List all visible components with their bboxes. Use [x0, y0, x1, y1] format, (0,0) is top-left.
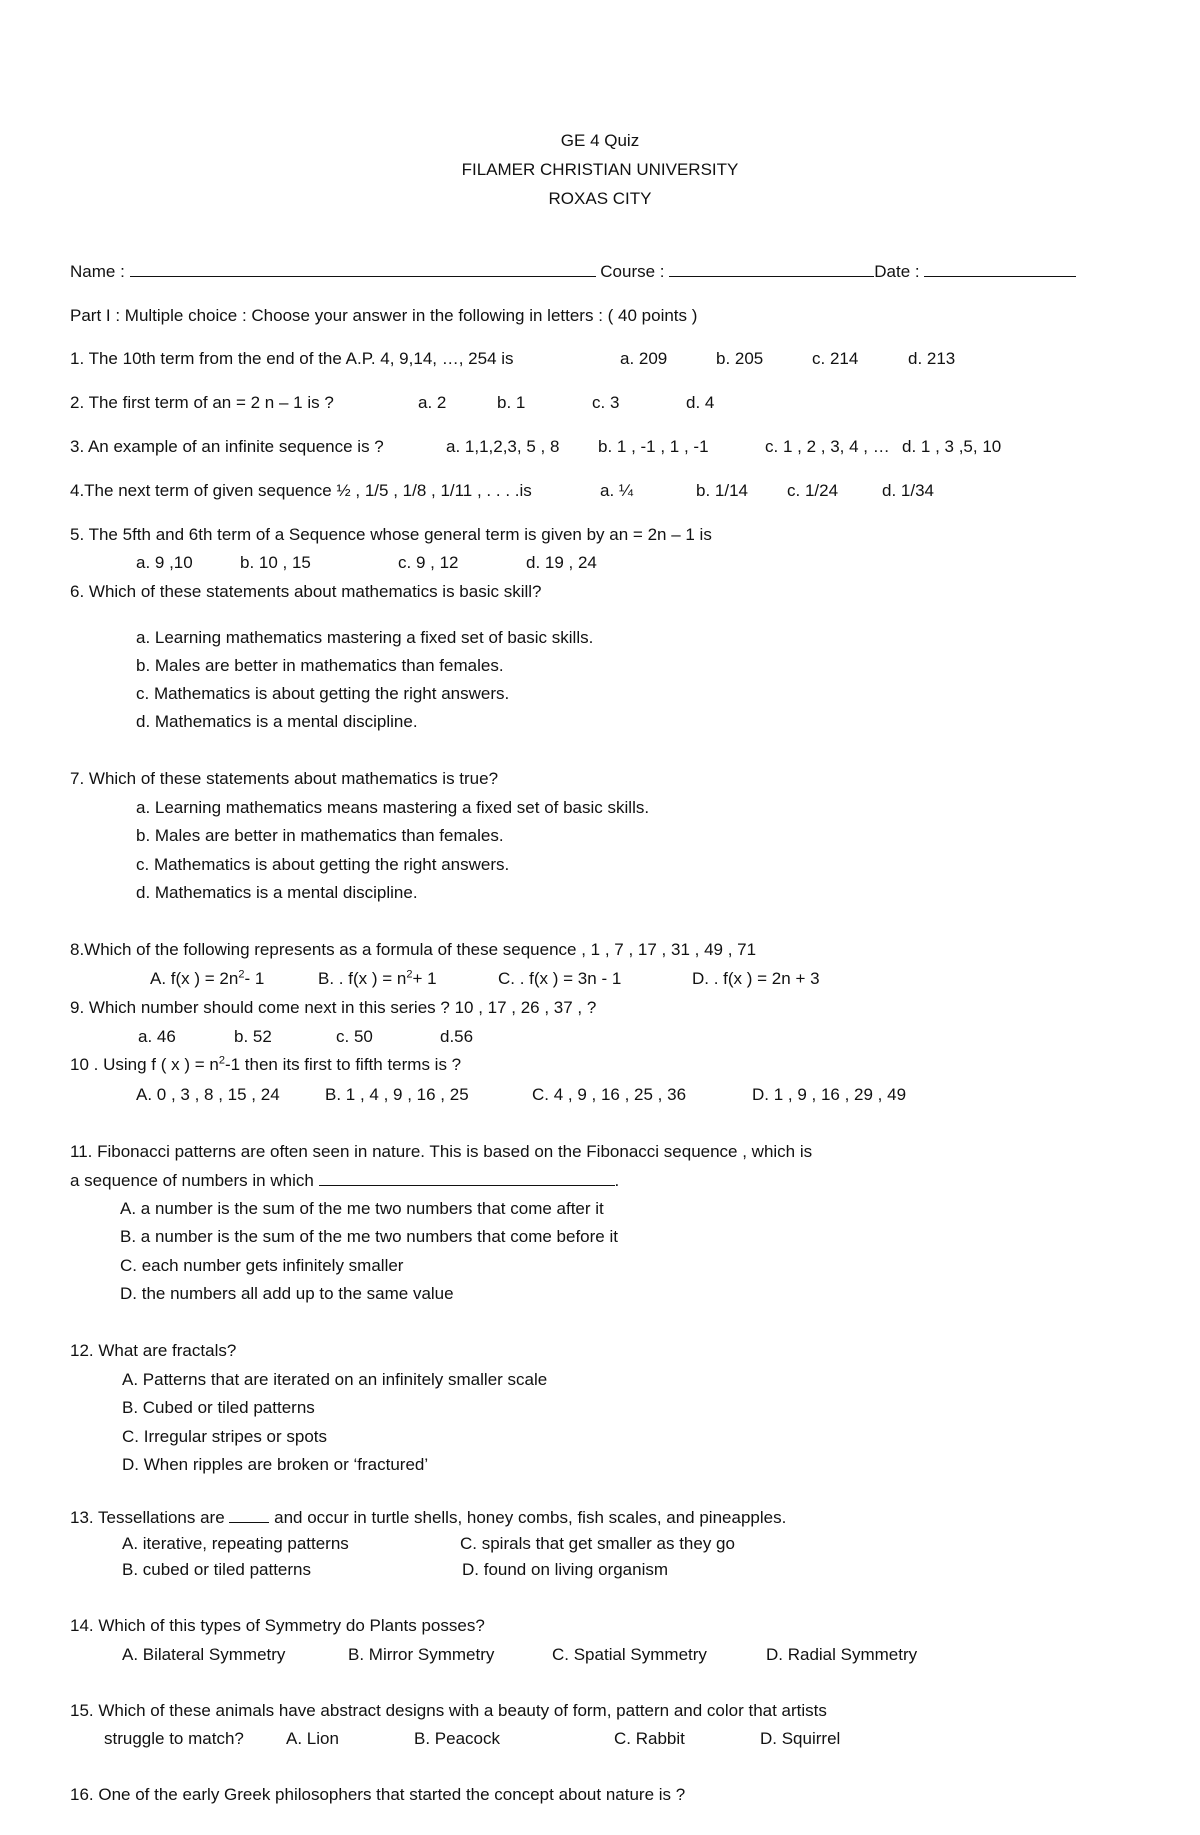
q13-choice-c: C. spirals that get smaller as they go: [460, 1534, 735, 1553]
course-label: Course :: [600, 262, 665, 281]
q8-a-text: A. f(x ) = 2n: [150, 969, 239, 988]
q10-stem-text: 10 . Using f ( x ) = n: [70, 1055, 219, 1074]
q13-stem: [70, 1506, 786, 1529]
q9-choice-c: c. 50: [336, 1027, 373, 1046]
q1-choice-c: c. 214: [812, 349, 859, 368]
q13-stem-text: 13. Tessellations are: [70, 1508, 225, 1527]
quiz-title: GE 4 Quiz: [560, 131, 640, 150]
date-label: Date :: [874, 262, 920, 281]
q12-choice-c: C. Irregular stripes or spots: [122, 1427, 328, 1446]
q3-choice-a: a. 1,1,2,3, 5 , 8: [446, 437, 560, 456]
q13-stem-tail: and occur in turtle shells, honey combs, fish scales, and pineapples.: [274, 1508, 787, 1527]
q10-choice-d: D. 1 , 9 , 16 , 29 , 49: [752, 1085, 907, 1104]
q5-choice-a: a. 9 ,10: [136, 553, 193, 572]
q14-choice-b: B. Mirror Symmetry: [348, 1645, 495, 1664]
q8-choice-d: D. . f(x ) = 2n + 3: [692, 969, 820, 988]
q2-stem: 2. The first term of an = 2 n – 1 is ?: [70, 393, 334, 412]
university-name: FILAMER CHRISTIAN UNIVERSITY: [461, 160, 739, 179]
q13-choice-b: B. cubed or tiled patterns: [122, 1560, 312, 1579]
q9-choice-d: d.56: [440, 1027, 474, 1046]
q8-stem: 8.Which of the following represents as a formula of these sequence , 1 , 7 , 17 , 31 , 49 , 71: [70, 940, 757, 959]
q8-b-tail: + 1: [412, 969, 437, 988]
q10-choice-a: A. 0 , 3 , 8 , 15 , 24: [136, 1085, 280, 1104]
q4-choice-b: b. 1/14: [696, 481, 748, 500]
q12-stem: 12. What are fractals?: [70, 1341, 237, 1360]
q2-choice-c: c. 3: [592, 393, 620, 412]
q7-choice-a: a. Learning mathematics means mastering a fixed set of basic skills.: [136, 798, 650, 817]
q11-stem-line1: 11. Fibonacci patterns are often seen in nature. This is based on the Fibonacci sequence , which is: [70, 1142, 813, 1161]
q5-choice-c: c. 9 , 12: [398, 553, 459, 572]
q13-choice-a: A. iterative, repeating patterns: [122, 1534, 349, 1553]
name-blank[interactable]: [130, 260, 596, 277]
q10-stem: [70, 1054, 461, 1076]
q11-choice-a: A. a number is the sum of the me two numbers that come after it: [120, 1199, 604, 1218]
q8-a-exponent: 2: [238, 968, 245, 981]
q14-choice-d: D. Radial Symmetry: [766, 1645, 918, 1664]
q11-choice-c: C. each number gets infinitely smaller: [120, 1256, 404, 1275]
q4-choice-c: c. 1/24: [787, 481, 839, 500]
city-name: ROXAS CITY: [548, 189, 652, 208]
q12-choice-d: D. When ripples are broken or ‘fractured’: [122, 1455, 429, 1474]
part1-instructions: Part I : Multiple choice : Choose your answer in the following in letters : ( 40 points ): [70, 306, 698, 325]
q9-stem: 9. Which number should come next in this series ? 10 , 17 , 26 , 37 , ?: [70, 998, 597, 1017]
q7-stem: 7. Which of these statements about mathematics is true?: [70, 769, 499, 788]
q11-choice-b: B. a number is the sum of the me two numbers that come before it: [120, 1227, 618, 1246]
q13-choice-d: D. found on living organism: [462, 1560, 669, 1579]
q4-choice-d: d. 1/34: [882, 481, 934, 500]
course-blank[interactable]: [669, 260, 874, 277]
q7-choice-b: b. Males are better in mathematics than females.: [136, 826, 504, 845]
q2-choice-a: a. 2: [418, 393, 447, 412]
q8-b-text: B. . f(x ) = n: [318, 969, 407, 988]
q11-answer-blank[interactable]: [319, 1169, 615, 1186]
q15-stem-line1: 15. Which of these animals have abstract designs with a beauty of form, pattern and color that artists: [70, 1701, 827, 1720]
q8-b-exponent: 2: [406, 968, 413, 981]
q7-choice-c: c. Mathematics is about getting the right answers.: [136, 855, 510, 874]
q1-choice-b: b. 205: [716, 349, 764, 368]
q11-stem-period: .: [614, 1171, 620, 1190]
q14-choice-a: A. Bilateral Symmetry: [122, 1645, 286, 1664]
q6-stem: 6. Which of these statements about mathematics is basic skill?: [70, 582, 542, 601]
q15-choice-d: D. Squirrel: [760, 1729, 841, 1748]
date-blank[interactable]: [924, 260, 1076, 277]
q11-stem-line2: [70, 1169, 619, 1192]
q16-stem: 16. One of the early Greek philosophers that started the concept about nature is ?: [70, 1785, 686, 1804]
q3-choice-c: c. 1 , 2 , 3, 4 , …: [765, 437, 890, 456]
q3-choice-d: d. 1 , 3 ,5, 10: [902, 437, 1002, 456]
q1-choice-d: d. 213: [908, 349, 956, 368]
q3-stem: 3. An example of an infinite sequence is ?: [70, 437, 384, 456]
q15-choice-b: B. Peacock: [414, 1729, 500, 1748]
q10-stem-tail: -1 then its first to fifth terms is ?: [224, 1055, 462, 1074]
q10-exponent: 2: [218, 1054, 225, 1067]
q6-choice-b: b. Males are better in mathematics than females.: [136, 656, 504, 675]
name-field[interactable]: [70, 260, 1076, 283]
q5-choice-b: b. 10 , 15: [240, 553, 311, 572]
q5-choice-d: d. 19 , 24: [526, 553, 597, 572]
q10-choice-b: B. 1 , 4 , 9 , 16 , 25: [325, 1085, 469, 1104]
q3-choice-b: b. 1 , -1 , 1 , -1: [598, 437, 709, 456]
q12-choice-b: B. Cubed or tiled patterns: [122, 1398, 315, 1417]
q8-choice-a: [150, 968, 264, 990]
q2-choice-d: d. 4: [686, 393, 715, 412]
q2-choice-b: b. 1: [497, 393, 526, 412]
q15-choice-a: A. Lion: [286, 1729, 339, 1748]
q14-stem: 14. Which of this types of Symmetry do Plants posses?: [70, 1616, 485, 1635]
name-label: Name :: [70, 262, 125, 281]
q15-choice-c: C. Rabbit: [614, 1729, 685, 1748]
q14-choice-c: C. Spatial Symmetry: [552, 1645, 707, 1664]
q1-choice-a: a. 209: [620, 349, 668, 368]
q5-stem: 5. The 5fth and 6th term of a Sequence whose general term is given by an = 2n – 1 is: [70, 525, 712, 544]
q1-stem: 1. The 10th term from the end of the A.P. 4, 9,14, …, 254 is: [70, 349, 514, 368]
q8-choice-c: C. . f(x ) = 3n - 1: [498, 969, 622, 988]
q10-choice-c: C. 4 , 9 , 16 , 25 , 36: [532, 1085, 687, 1104]
q11-stem-text: a sequence of numbers in which: [70, 1171, 314, 1190]
q4-stem: 4.The next term of given sequence ½ , 1/5 , 1/8 , 1/11 , . . . .is: [70, 481, 532, 500]
q9-choice-a: a. 46: [138, 1027, 176, 1046]
q15-stem-line2: struggle to match?: [104, 1729, 244, 1748]
q7-choice-d: d. Mathematics is a mental discipline.: [136, 883, 418, 902]
q12-choice-a: A. Patterns that are iterated on an infinitely smaller scale: [122, 1370, 548, 1389]
q9-choice-b: b. 52: [234, 1027, 272, 1046]
q6-choice-a: a. Learning mathematics mastering a fixed set of basic skills.: [136, 628, 594, 647]
q8-a-tail: - 1: [244, 969, 265, 988]
q8-choice-b: [318, 968, 437, 990]
q6-choice-c: c. Mathematics is about getting the right answers.: [136, 684, 510, 703]
q13-answer-blank[interactable]: [229, 1506, 269, 1523]
q4-choice-a: a. ¼: [600, 481, 634, 500]
q6-choice-d: d. Mathematics is a mental discipline.: [136, 712, 418, 731]
q11-choice-d: D. the numbers all add up to the same value: [120, 1284, 454, 1303]
